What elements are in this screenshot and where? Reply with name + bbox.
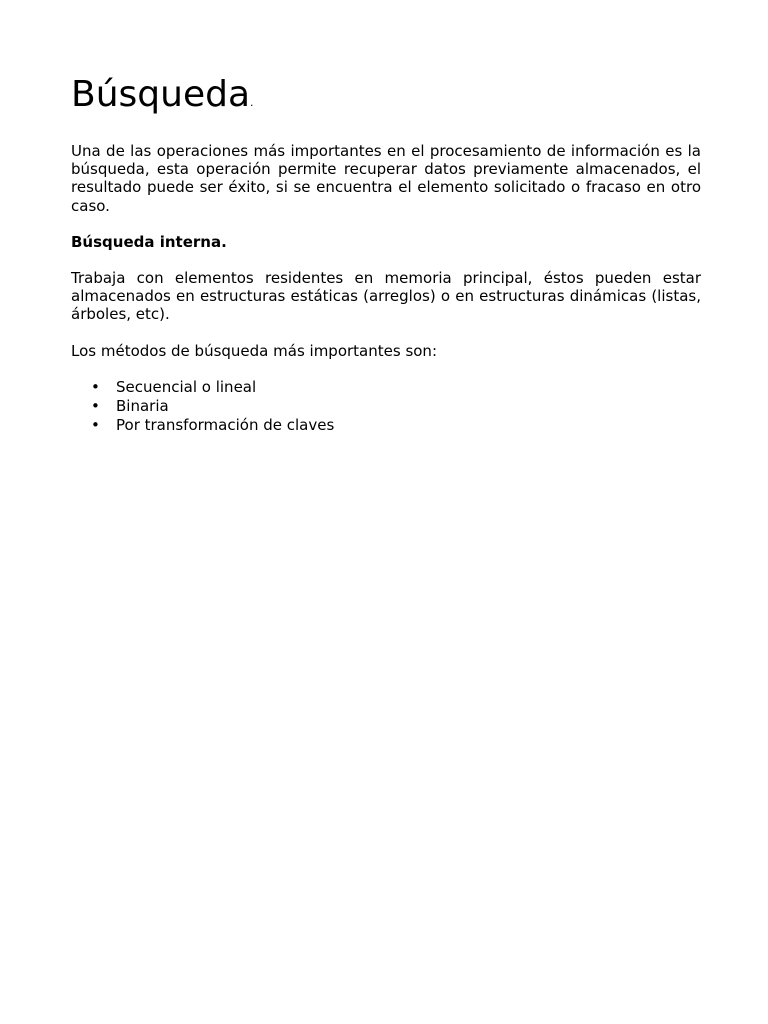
methods-intro: Los métodos de búsqueda más importantes son: — [71, 341, 437, 360]
document-page — [71, 74, 701, 434]
title-text: Búsqueda — [71, 74, 250, 115]
list-item-label: Secuencial o lineal — [116, 378, 257, 397]
bullet-icon: • — [91, 415, 100, 434]
methods-list — [71, 378, 701, 434]
title-period: . — [250, 96, 254, 109]
list-item — [71, 416, 701, 435]
section-paragraph: Trabaja con elementos residentes en memoria principal, éstos pueden estar almacenados en estructuras estáticas (arreglos) o en estructuras dinámicas (listas, árboles, etc). — [71, 269, 701, 324]
bullet-icon: • — [91, 378, 100, 397]
list-item-label: Por transformación de claves — [116, 415, 335, 434]
list-item — [71, 378, 701, 397]
document-title — [71, 74, 701, 124]
bullet-icon: • — [91, 396, 100, 415]
list-item — [71, 397, 701, 416]
section-heading: Búsqueda interna. — [71, 232, 227, 251]
intro-paragraph: Una de las operaciones más importantes en el procesamiento de información es la búsqueda, esta operación permite recuperar datos previamente almacenados, el resultado puede ser éxito, si se encuentra el elemento solicitado o fracaso en otro caso. — [71, 142, 701, 215]
list-item-label: Binaria — [116, 396, 169, 415]
